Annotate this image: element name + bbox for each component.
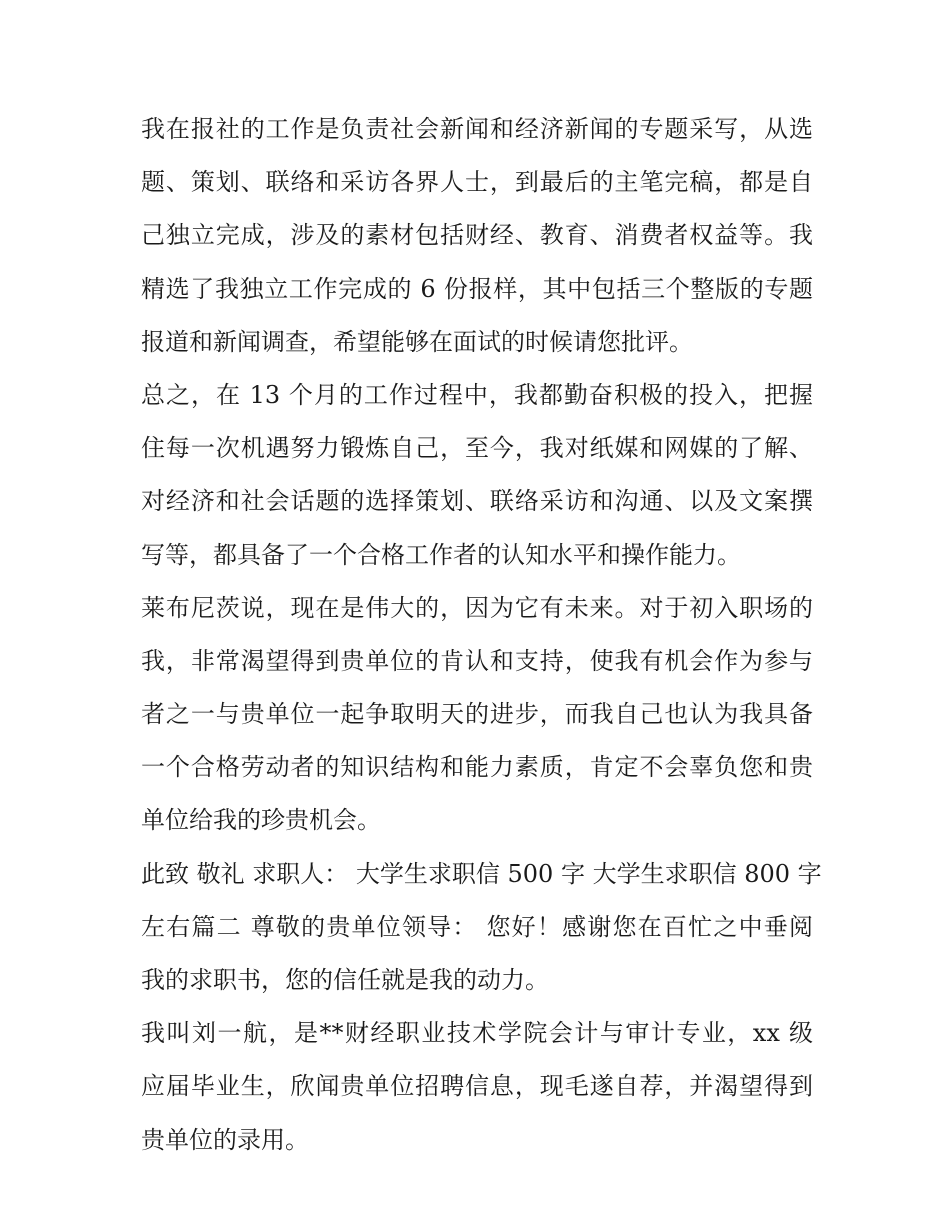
paragraph-line: 莱布尼茨说，现在是伟大的，因为它有未来。对于初入职场的 [141, 593, 813, 622]
paragraph-line: 应届毕业生，欣闻贵单位招聘信息，现毛遂自荐，并渴望得到 [141, 1072, 813, 1101]
paragraph-line: 写等，都具备了一个合格工作者的认知水平和操作能力。 [141, 540, 741, 569]
paragraph-line: 题、策划、联络和采访各界人士，到最后的主笔完稿，都是自 [141, 168, 813, 197]
paragraph-line: 一个合格劳动者的知识结构和能力素质，肯定不会辜负您和贵 [141, 753, 813, 782]
paragraph-leibniz-quote [141, 582, 813, 848]
paragraph-line: 左右篇二 尊敬的贵单位领导： 您好！感谢您在百忙之中垂阅 [141, 912, 813, 941]
paragraph-line: 对经济和社会话题的选择策划、联络采访和沟通、以及文案撰 [141, 487, 813, 516]
paragraph-line: 己独立完成，涉及的素材包括财经、教育、消费者权益等。我 [141, 221, 813, 250]
paragraph-line: 精选了我独立工作完成的 6 份报样，其中包括三个整版的专题 [141, 274, 813, 303]
paragraph-summary [141, 369, 813, 582]
paragraph-line: 住每一次机遇努力锻炼自己，至今，我对纸媒和网媒的了解、 [141, 434, 813, 463]
paragraph-line: 单位给我的珍贵机会。 [141, 806, 381, 835]
paragraph-work-duties [141, 103, 813, 369]
paragraph-line: 者之一与贵单位一起争取明天的进步，而我自己也认为我具备 [141, 700, 813, 729]
paragraph-line: 总之，在 13 个月的工作过程中，我都勤奋积极的投入，把握 [141, 380, 813, 409]
paragraph-line: 报道和新闻调查，希望能够在面试的时候请您批评。 [141, 327, 693, 356]
paragraph-line: 我的求职书，您的信任就是我的动力。 [141, 966, 549, 994]
paragraph-line: 我叫刘一航，是**财经职业技术学院会计与审计专业，xx 级 [141, 1019, 813, 1048]
paragraph-line: 我，非常渴望得到贵单位的肯认和支持，使我有机会作为参与 [141, 646, 813, 675]
paragraph-line: 我在报社的工作是负责社会新闻和经济新闻的专题采写，从选 [141, 115, 813, 143]
paragraph-self-introduction [141, 1007, 813, 1167]
paragraph-line: 贵单位的录用。 [141, 1125, 309, 1154]
paragraph-closing-and-letter-two [141, 848, 822, 1008]
paragraph-line: 此致 敬礼 求职人： 大学生求职信 500 字 大学生求职信 800 字 [141, 859, 822, 888]
document-body [141, 103, 822, 1167]
